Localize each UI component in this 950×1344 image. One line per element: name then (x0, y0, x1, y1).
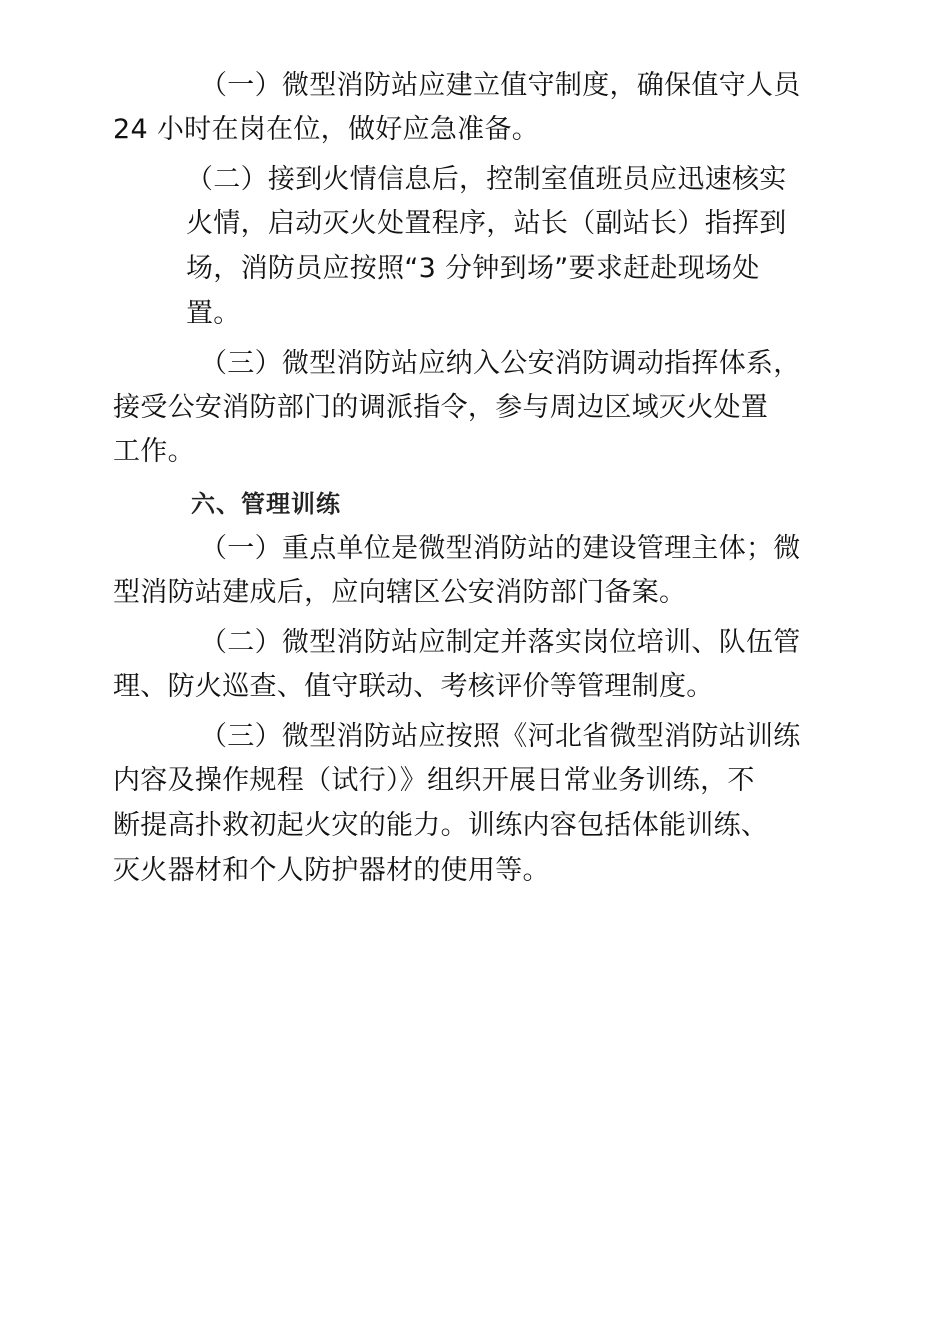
paragraph-line: 24 小时在岗在位，做好应急准备。 (113, 114, 540, 145)
paragraph-line: 工作。 (113, 436, 195, 467)
paragraph-line: （三）微型消防站应按照《河北省微型消防站训练 (200, 721, 801, 752)
paragraph-line: 火情，启动灭火处置程序，站长（副站长）指挥到 (186, 208, 787, 239)
paragraph-line: 理、防火巡查、值守联动、考核评价等管理制度。 (113, 671, 714, 702)
paragraph-line: 断提高扑救初起火灾的能力。训练内容包括体能训练、 (113, 810, 769, 841)
paragraph-line: （三）微型消防站应纳入公安消防调动指挥体系， (200, 348, 801, 379)
paragraph-line: （一）重点单位是微型消防站的建设管理主体；微 (200, 533, 801, 564)
paragraph-line: 接受公安消防部门的调派指令，参与周边区域灭火处置 (113, 392, 769, 423)
paragraph-line: 置。 (186, 298, 241, 329)
paragraph-line: （一）微型消防站应建立值守制度，确保值守人员 (200, 70, 801, 101)
paragraph-line: 灭火器材和个人防护器材的使用等。 (113, 855, 550, 886)
paragraph-line: 内容及操作规程（试行）》组织开展日常业务训练，不 (113, 765, 755, 796)
paragraph-line: 场，消防员应按照“3 分钟到场”要求赶赴现场处 (186, 253, 760, 284)
paragraph-line: （二）接到火情信息后，控制室值班员应迅速核实 (186, 164, 787, 195)
section-heading: 六、管理训练 (191, 489, 341, 518)
paragraph-line: 型消防站建成后，应向辖区公安消防部门备案。 (113, 577, 687, 608)
paragraph-line: （二）微型消防站应制定并落实岗位培训、队伍管 (200, 627, 801, 658)
